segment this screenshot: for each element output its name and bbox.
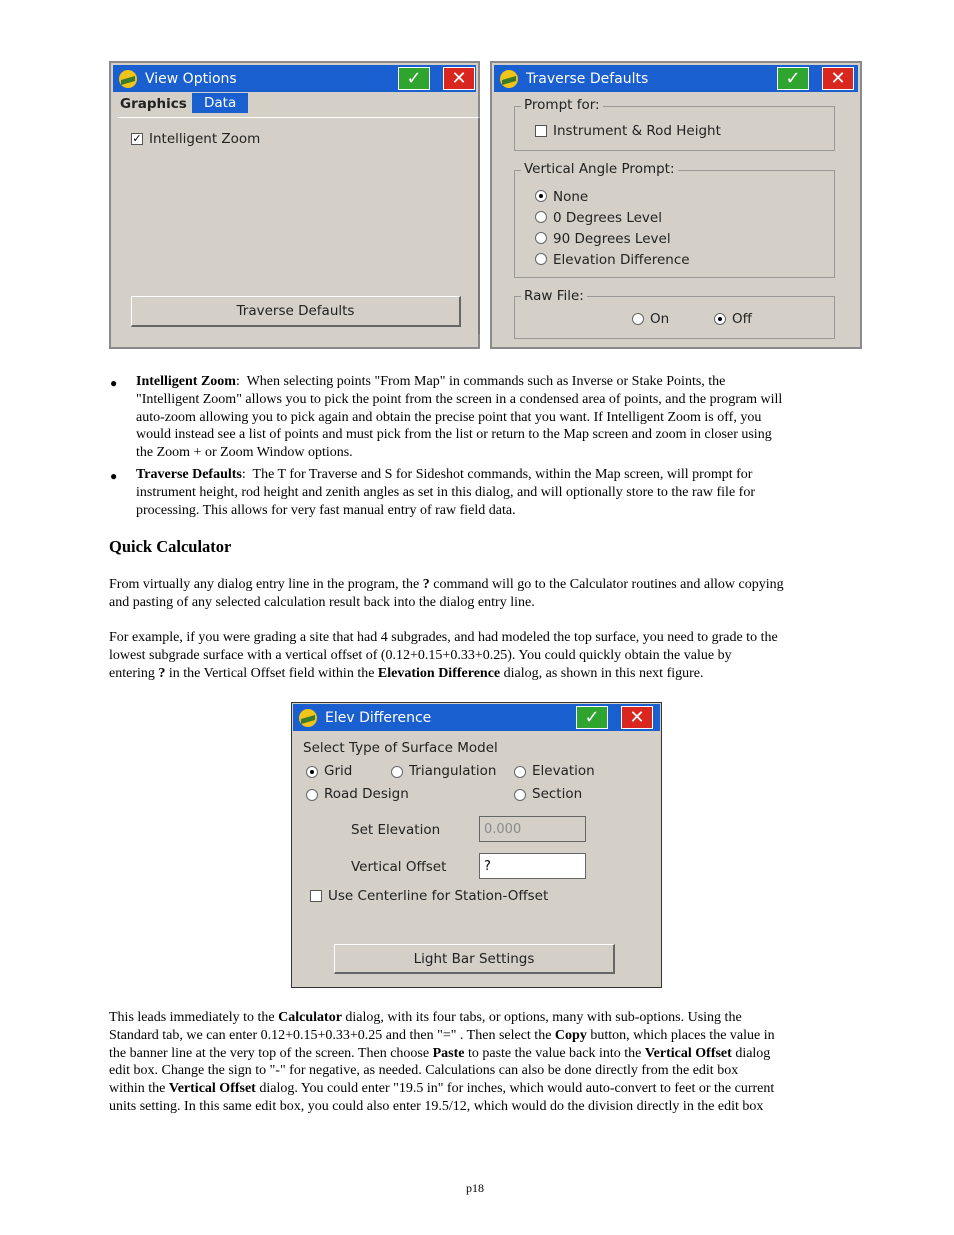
close-button[interactable]: ✕: [822, 67, 854, 90]
radio-raw-off[interactable]: [714, 313, 726, 325]
radio-grid-label: Grid: [324, 763, 353, 779]
use-centerline-checkbox[interactable]: [310, 890, 322, 902]
line: "Intelligent Zoom" allows you to pick the point from the screen in a condensed area of points, and the program will: [136, 391, 783, 407]
radio-raw-on-label: On: [650, 311, 670, 327]
radio-elevation-difference-label: Elevation Difference: [553, 252, 690, 268]
text: button, which places the value in: [586, 1027, 775, 1043]
radio-none[interactable]: [535, 190, 547, 202]
text: Vertical Offset: [644, 1045, 732, 1061]
radio-0-degrees-label: 0 Degrees Level: [553, 210, 662, 226]
text: Calculator: [278, 1010, 342, 1025]
radio-triangulation-label: Triangulation: [409, 763, 497, 779]
radio-section-label: Section: [532, 786, 583, 802]
vertical-offset-field[interactable]: [479, 853, 586, 879]
instrument-rod-checkbox[interactable]: [535, 125, 547, 137]
text: From virtually any dialog entry line in the program, the: [109, 577, 423, 592]
text: This leads immediately to the: [109, 1010, 279, 1025]
instrument-rod-label: Instrument & Rod Height: [553, 123, 721, 139]
text: Standard tab, we can enter 0.12+0.15+0.33+0.25 and then "=" . Then select the: [109, 1027, 555, 1043]
close-button[interactable]: ✕: [621, 706, 653, 729]
field-value: ?: [484, 858, 491, 874]
text: dialog, with its four tabs, or options, many with sub-options. Using the: [341, 1010, 742, 1025]
intelligent-zoom-label: Intelligent Zoom: [149, 131, 261, 147]
radio-elevation-label: Elevation: [532, 763, 595, 779]
set-elevation-label: Set Elevation: [351, 822, 441, 838]
radio-raw-on[interactable]: [632, 313, 644, 325]
dialog-title: Traverse Defaults: [526, 70, 649, 87]
app-logo-icon: [297, 707, 319, 729]
use-centerline-label: Use Centerline for Station-Offset: [328, 888, 549, 904]
page-number: p18: [466, 1181, 484, 1195]
radio-road-design-label: Road Design: [324, 786, 409, 802]
view-options-titlebar: [113, 65, 476, 92]
traverse-defaults-dialog: [490, 61, 862, 349]
line: the Zoom + or Zoom Window options.: [136, 445, 353, 461]
intelligent-zoom-checkbox[interactable]: ✓: [132, 132, 142, 145]
radio-0-degrees[interactable]: [535, 211, 547, 223]
text: entering: [109, 665, 159, 681]
paragraph-2: [109, 629, 859, 682]
dialog-title: Elev Difference: [325, 709, 432, 726]
radio-90-degrees-label: 90 Degrees Level: [553, 231, 671, 247]
app-logo-icon: [117, 68, 139, 90]
tab-data[interactable]: Data: [192, 93, 248, 113]
radio-raw-off-label: Off: [732, 311, 752, 327]
traverse-defaults-button[interactable]: Traverse Defaults: [131, 296, 461, 327]
text: Copy: [554, 1027, 587, 1043]
elev-difference-dialog: [291, 702, 662, 988]
text: dialog, as shown in this next figure.: [500, 665, 704, 681]
text: Elevation Difference: [377, 665, 501, 681]
text: command will go to the Calculator routines and allow copying: [429, 577, 784, 592]
text: in the Vertical Offset field within the: [165, 665, 378, 681]
radio-grid[interactable]: [306, 766, 318, 778]
elev-difference-titlebar: [293, 704, 660, 731]
bullet-icon: ●: [110, 376, 118, 390]
radio-elevation[interactable]: [514, 766, 526, 778]
set-elevation-field: [479, 816, 586, 842]
sep: :: [241, 467, 246, 482]
select-type-label: Select Type of Surface Model: [303, 740, 498, 756]
prompt-for-label: Prompt for:: [521, 97, 603, 113]
text: lowest subgrade surface with a vertical offset of (0.12+0.15+0.33+0.25). You could quickly obtain the value by: [109, 647, 732, 663]
traverse-defaults-titlebar: [494, 65, 858, 92]
ok-button[interactable]: ✓: [777, 67, 809, 90]
radio-elevation-difference[interactable]: [535, 253, 547, 265]
text: to paste the value back into the: [464, 1045, 645, 1061]
ok-button[interactable]: ✓: [576, 706, 608, 729]
radio-road-design[interactable]: [306, 789, 318, 801]
close-button[interactable]: ✕: [443, 67, 475, 90]
radio-none-label: None: [553, 189, 589, 205]
line: When selecting points "From Map" in commands such as Inverse or Stake Points, the: [246, 374, 726, 389]
text: and pasting of any selected calculation result back into the dialog entry line.: [109, 594, 535, 610]
paragraph-1: [109, 576, 859, 612]
sep: :: [235, 374, 240, 389]
ok-button[interactable]: ✓: [398, 67, 430, 90]
text: Vertical Offset: [168, 1081, 256, 1097]
line: would instead see a list of points and must pick from the list or return to the Map screen and zoom in closer using: [136, 427, 772, 443]
field-value: 0.000: [484, 821, 522, 837]
text: ?: [158, 665, 166, 681]
bullet-icon: ●: [110, 469, 118, 483]
bullet-traverse-defaults: [136, 466, 856, 519]
term: Intelligent Zoom: [136, 374, 236, 389]
line: auto-zoom allowing you to pick again and obtain the precise point that you want. If Intelligent Zoom is off, you: [136, 409, 762, 425]
text: edit box. Change the sign to "-" for negative, as needed. Calculations can also be done directly from the edit box: [109, 1063, 739, 1079]
text: dialog. You could enter "19.5 in" for inches, which would auto-convert to feet or the current: [255, 1081, 775, 1097]
vertical-angle-label: Vertical Angle Prompt:: [521, 161, 678, 177]
text: the banner line at the very top of the screen. Then choose: [109, 1045, 433, 1061]
text: units setting. In this same edit box, you could also enter 19.5/12, which would do the division directly in the edit box: [109, 1098, 764, 1114]
line: The T for Traverse and S for Sideshot commands, within the Map screen, will prompt for: [252, 467, 753, 482]
radio-triangulation[interactable]: [391, 766, 403, 778]
section-heading: Quick Calculator: [109, 537, 232, 556]
dialog-title: View Options: [145, 70, 237, 87]
line: instrument height, rod height and zenith angles as set in this dialog, and will optionally store to the raw file for: [136, 484, 755, 500]
view-options-dialog: [109, 61, 480, 349]
light-bar-settings-button[interactable]: Light Bar Settings: [334, 944, 615, 974]
text: For example, if you were grading a site that had 4 subgrades, and had modeled the top surface, you need to grade to the: [109, 630, 778, 645]
text: within the: [109, 1081, 169, 1097]
app-logo-icon: [498, 68, 520, 90]
tab-graphics[interactable]: Graphics: [120, 96, 187, 112]
radio-90-degrees[interactable]: [535, 232, 547, 244]
bullet-intelligent-zoom: [136, 373, 856, 462]
text: Paste: [432, 1045, 465, 1061]
text: ?: [422, 577, 430, 592]
raw-file-label: Raw File:: [521, 288, 587, 304]
line: processing. This allows for very fast manual entry of raw field data.: [136, 502, 516, 518]
text: dialog: [731, 1045, 771, 1061]
vertical-offset-label: Vertical Offset: [351, 859, 447, 875]
radio-section[interactable]: [514, 789, 526, 801]
paragraph-3: [109, 1009, 859, 1116]
term: Traverse Defaults: [136, 467, 242, 482]
